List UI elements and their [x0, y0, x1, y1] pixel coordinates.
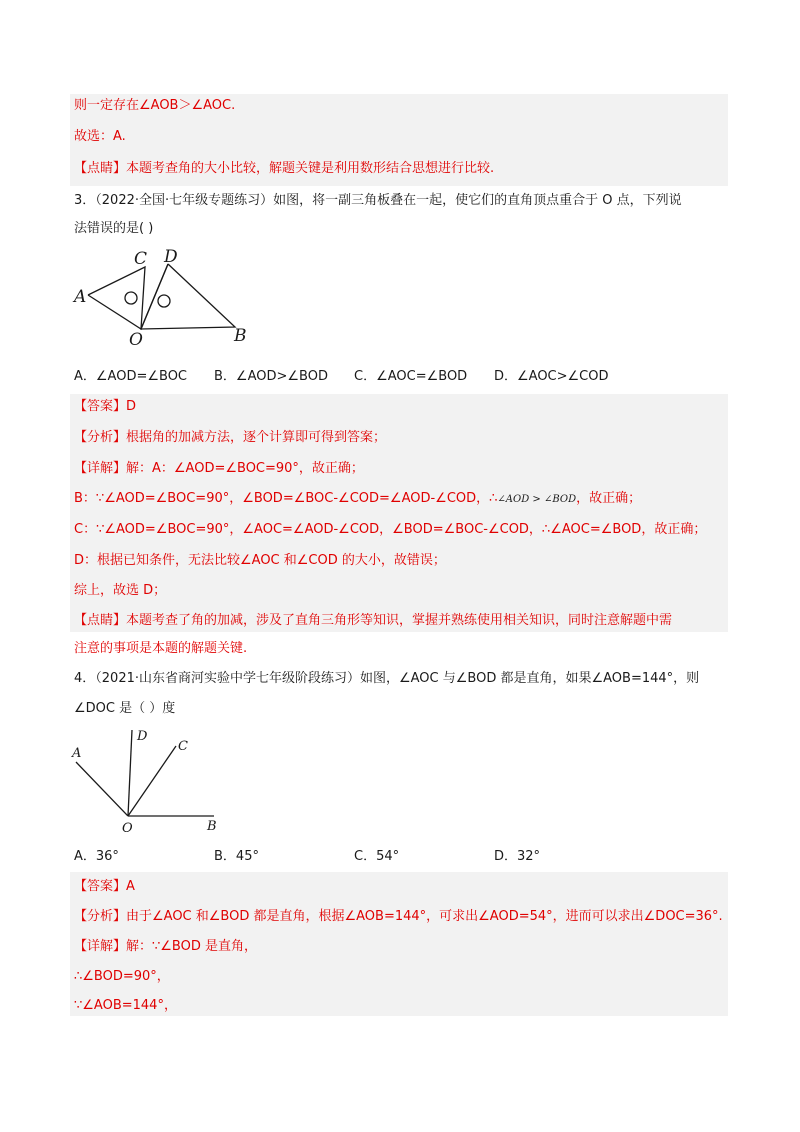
question-4-figure [68, 724, 228, 836]
label-b: B [207, 819, 217, 834]
label-o: O [122, 821, 133, 836]
inline-formula-image: ∠AOD > ∠BOD [497, 494, 577, 505]
triangle-hole-right [158, 295, 170, 307]
detail-line: D：根据已知条件，无法比较∠AOC 和∠COD 的大小，故错误； [74, 553, 446, 568]
ray-od [128, 730, 132, 816]
remark-line: 注意的事项是本题的解题关键. [74, 641, 248, 656]
question-3-stem: 3．（2022·全国·七年级专题练习）如图，将一副三角板叠在一起，使它们的直角顶点重合于 O 点，下列说 [74, 193, 682, 208]
answer-line: 【答案】A [74, 879, 135, 894]
analysis-line: 【分析】根据角的加减方法，逐个计算即可得到答案； [74, 430, 387, 445]
detail-line: 综上，故选 D； [74, 583, 167, 598]
solution-line: 故选：A. [74, 129, 126, 144]
label-d: D [164, 247, 178, 267]
answer-line: 【答案】D [74, 399, 137, 414]
detail-line: C：∵∠AOD=∠BOC=90°，∠AOC=∠AOD-∠COD，∠BOD=∠BOC-∠COD，∴∠AOC=∠BOD，故正确； [74, 522, 707, 537]
question-3-figure [70, 244, 260, 354]
label-b: B [234, 326, 247, 346]
detail-text: B：∵∠AOD=∠BOC=90°，∠BOD=∠BOC-∠COD=∠AOD-∠COD，∴ [74, 491, 498, 506]
remark-line: 【点睛】本题考查角的大小比较，解题关键是利用数形结合思想进行比较. [74, 161, 495, 176]
label-c: C [134, 249, 148, 269]
label-o: O [129, 330, 143, 350]
detail-line: 【详解】解：A：∠AOD=∠BOC=90°，故正确； [74, 461, 364, 476]
option-c: C．∠AOC=∠BOD [354, 369, 468, 384]
detail-line [74, 490, 641, 509]
option-c: C．54° [354, 849, 400, 864]
question-4-stem: ∠DOC 是（ ）度 [74, 701, 176, 716]
detail-line: ∴∠BOD=90°， [74, 969, 170, 984]
triangle-hole-left [125, 292, 137, 304]
question-3-stem: 法错误的是( ) [74, 221, 154, 236]
question-4-stem: 4．（2021·山东省商河实验中学七年级阶段练习）如图，∠AOC 与∠BOD 都是直角，如果∠AOB=144°，则 [74, 671, 700, 686]
detail-line: ∵∠AOB=144°， [74, 998, 177, 1013]
label-d: D [137, 729, 148, 744]
option-b: B．45° [214, 849, 259, 864]
option-a: A．36° [74, 849, 119, 864]
detail-text: ，故正确； [576, 491, 642, 506]
detail-line: 【详解】解：∵∠BOD 是直角， [74, 939, 257, 954]
option-d: D．32° [494, 849, 541, 864]
remark-line: 【点睛】本题考查了角的加减，涉及了直角三角形等知识，掌握并熟练使用相关知识，同时注意解题中需 [74, 613, 673, 628]
label-a: A [72, 746, 82, 761]
ray-oc [128, 746, 176, 816]
ray-oa [76, 762, 128, 816]
analysis-line: 【分析】由于∠AOC 和∠BOD 都是直角，根据∠AOB=144°，可求出∠AOD=54°，进而可以求出∠DOC=36°. [74, 909, 723, 924]
option-a: A．∠AOD=∠BOC [74, 369, 188, 384]
label-a: A [74, 287, 87, 307]
label-c: C [178, 739, 188, 754]
option-d: D．∠AOC>∠COD [494, 369, 609, 384]
option-b: B．∠AOD>∠BOD [214, 369, 328, 384]
solution-line: 则一定存在∠AOB＞∠AOC. [74, 98, 236, 113]
